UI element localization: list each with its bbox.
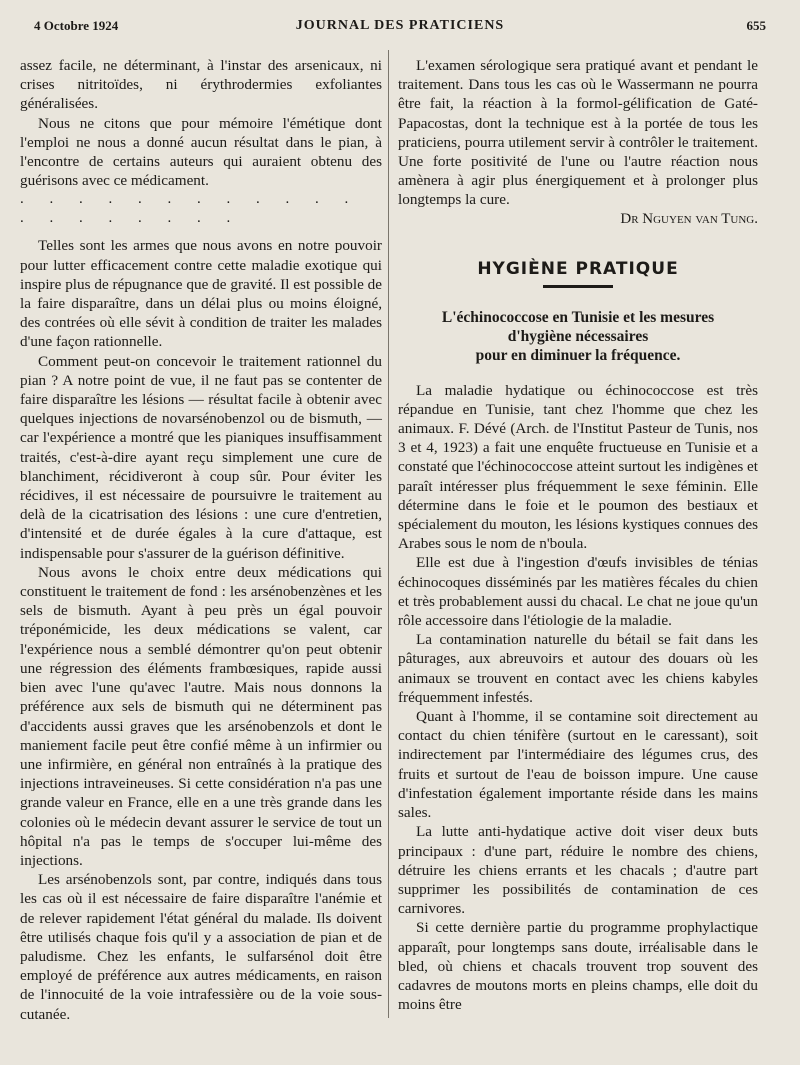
article-title-line: d'hygiène nécessaires	[507, 327, 649, 345]
paragraph: La lutte anti-hydatique active doit viser deux buts principaux : d'une part, réduire le nombre des chiens, détruire les chiens errants et les chacals ; d'autre part supprimer les possibilités de contamination de ces carnivores.	[398, 823, 758, 918]
paragraph: Quant à l'homme, il se contamine soit directement au contact du chien ténifère (surtout en le caressant), soit indirectement par l'intermédiaire des légumes crus, des fruits et surtout de l'eau de boisson impure. Une cause d'infestation également importante réside dans les mains sales.	[398, 708, 758, 822]
paragraph: Si cette dernière partie du programme prophylactique apparaît, pour longtemps sans doute, irréalisable dans le bled, où chiens et chacals trouvent trop souvent des cadavres de moutons morts en pleins champs, elle doit du moins être	[398, 919, 758, 1014]
page-number: 655	[746, 18, 766, 33]
paragraph: La maladie hydatique ou échinococcose est très répandue en Tunisie, tant chez l'homme que chez les animaux. F. Dévé (Arch. de l'Institut Pasteur de Tunis, nos 3 et 4, 1923) a fait une enquête fructueuse en Tunisie et a constaté que l'échinococcose atteint surtout les indigènes et paraît intéresser plus fréquemment le sexe féminin. Elle détermine dans le foie et le poumon des bestiaux et spécialement du mouton, les lésions kystiques connues des Arabes sous le nom de n'boula.	[398, 381, 758, 553]
paragraph: L'examen sérologique sera pratiqué avant et pendant le traitement. Dans tous les cas où le Wassermann ne pourra être fait, la réaction à la formol-gélification de Gaté-Papacostas, dont la technique est à la portée de tous les praticiens, pourra utilement servir à contrôler le traitement. Une forte positivité de l'une ou l'autre réaction nous amènera à agir plus énergiquement et à prolonger plus longtemps la cure.	[398, 57, 758, 209]
paragraph: assez facile, ne déterminant, à l'instar des arsenicaux, ni crises nitritoïdes, ni érythrodermies exfoliantes généralisées.	[20, 57, 382, 113]
left-column	[20, 56, 382, 1024]
right-column	[398, 56, 758, 1014]
journal-title: JOURNAL DES PRATICIENS	[295, 18, 505, 33]
paragraph: Nous avons le choix entre deux médications qui constituent le traitement de fond : les arsénobenzènes et les sels de bismuth. Ayant à peu près un égal pouvoir tréponémicide, les deux médications se valent, car l'expérience nous a semblé démontrer qu'on peut obtenir une régression des éléments frambœsiques, rapide aussi bien avec l'une qu'avec l'autre. Mais nous donnons la préférence aux sels de bismuth qui ne déterminent pas d'accidents aussi graves que les arsénobenzols et dont le maniement facile peut être confié même à un infirmier ou une infirmière, en général non entraînés à la pratique des injections intraveineuses. Si cette considération n'a pas une grande valeur en France, elle en a une très grande dans les colonies où le médecin devant assurer le service de tout un hôpital n'a pas le temps de s'occuper lui-même des injections.	[20, 563, 382, 869]
paragraph: Elle est due à l'ingestion d'œufs invisibles de ténias échinocoques disséminés par les matières fécales du chien et très probablement aussi du chacal. Le chat ne joue qu'un rôle accessoire dans l'étiologie de la maladie.	[398, 554, 758, 630]
author-signature: Dr Nguyen van Tung.	[620, 210, 758, 227]
paragraph: Telles sont les armes que nous avons en notre pouvoir pour lutter efficacement contre cette maladie exotique qui inspire plus de répugnance que de gravité. Il est possible de la faire disparaître, dans un délai plus ou moins éloigné, des contrées où elle sévit à condition de traiter les malades d'une façon rationnelle.	[20, 237, 382, 351]
section-title: HYGIÈNE PRATIQUE	[477, 258, 679, 279]
section-rule	[543, 285, 613, 288]
article-title	[398, 308, 758, 365]
article-title-line: L'échinococcose en Tunisie et les mesures	[441, 308, 715, 326]
article-title-line: pour en diminuer la fréquence.	[475, 346, 681, 364]
dot-leader: . . . . . . . . . . . . . . . . . . . .	[20, 191, 360, 227]
page-header	[0, 10, 800, 34]
paragraph: Nous ne citons que pour mémoire l'émétique dont l'emploi ne nous a donné aucun résultat dans le pian, à l'encontre de certains auteurs qui auraient obtenu des guérisons avec ce médicament.	[20, 114, 382, 190]
paragraph: Comment peut-on concevoir le traitement rationnel du pian ? A notre point de vue, il ne faut pas se contenter de faire disparaître les lésions — résultat facile à obtenir avec quelques injections de novarsénobenzol ou de bismuth, — car l'expérience a montré que les pianiques insuffisamment traités, c'est-à-dire ayant reçu simplement une cure de blanchiment, récidiveront à coup sûr. Pour éviter les récidives, il est nécessaire de poursuivre le traitement au delà de la cicatrisation des lésions : une cure d'entretien, d'intensité et de durée égales à la cure d'attaque, est indispensable pour s'assurer de la guérison définitive.	[20, 352, 382, 562]
header-date: 4 Octobre 1924	[34, 18, 119, 33]
paragraph: La contamination naturelle du bétail se fait dans les pâturages, aux abreuvoirs et autour des douars où les animaux se trouvent en contact avec les chiens kabyles fréquemment infestés.	[398, 631, 758, 706]
paragraph: Les arsénobenzols sont, par contre, indiqués dans tous les cas où il est nécessaire de faire disparaître l'anémie et de relever rapidement l'état général du malade. Ils doivent être utilisés chaque fois qu'il y a association de pian et de paludisme. Chez les enfants, le sulfarsénol doit être employé de préférence aux autres médicaments, en raison de l'innocuité de la voie intrafessière ou de la voie sous-cutanée.	[20, 871, 382, 1023]
column-divider	[388, 50, 389, 1018]
